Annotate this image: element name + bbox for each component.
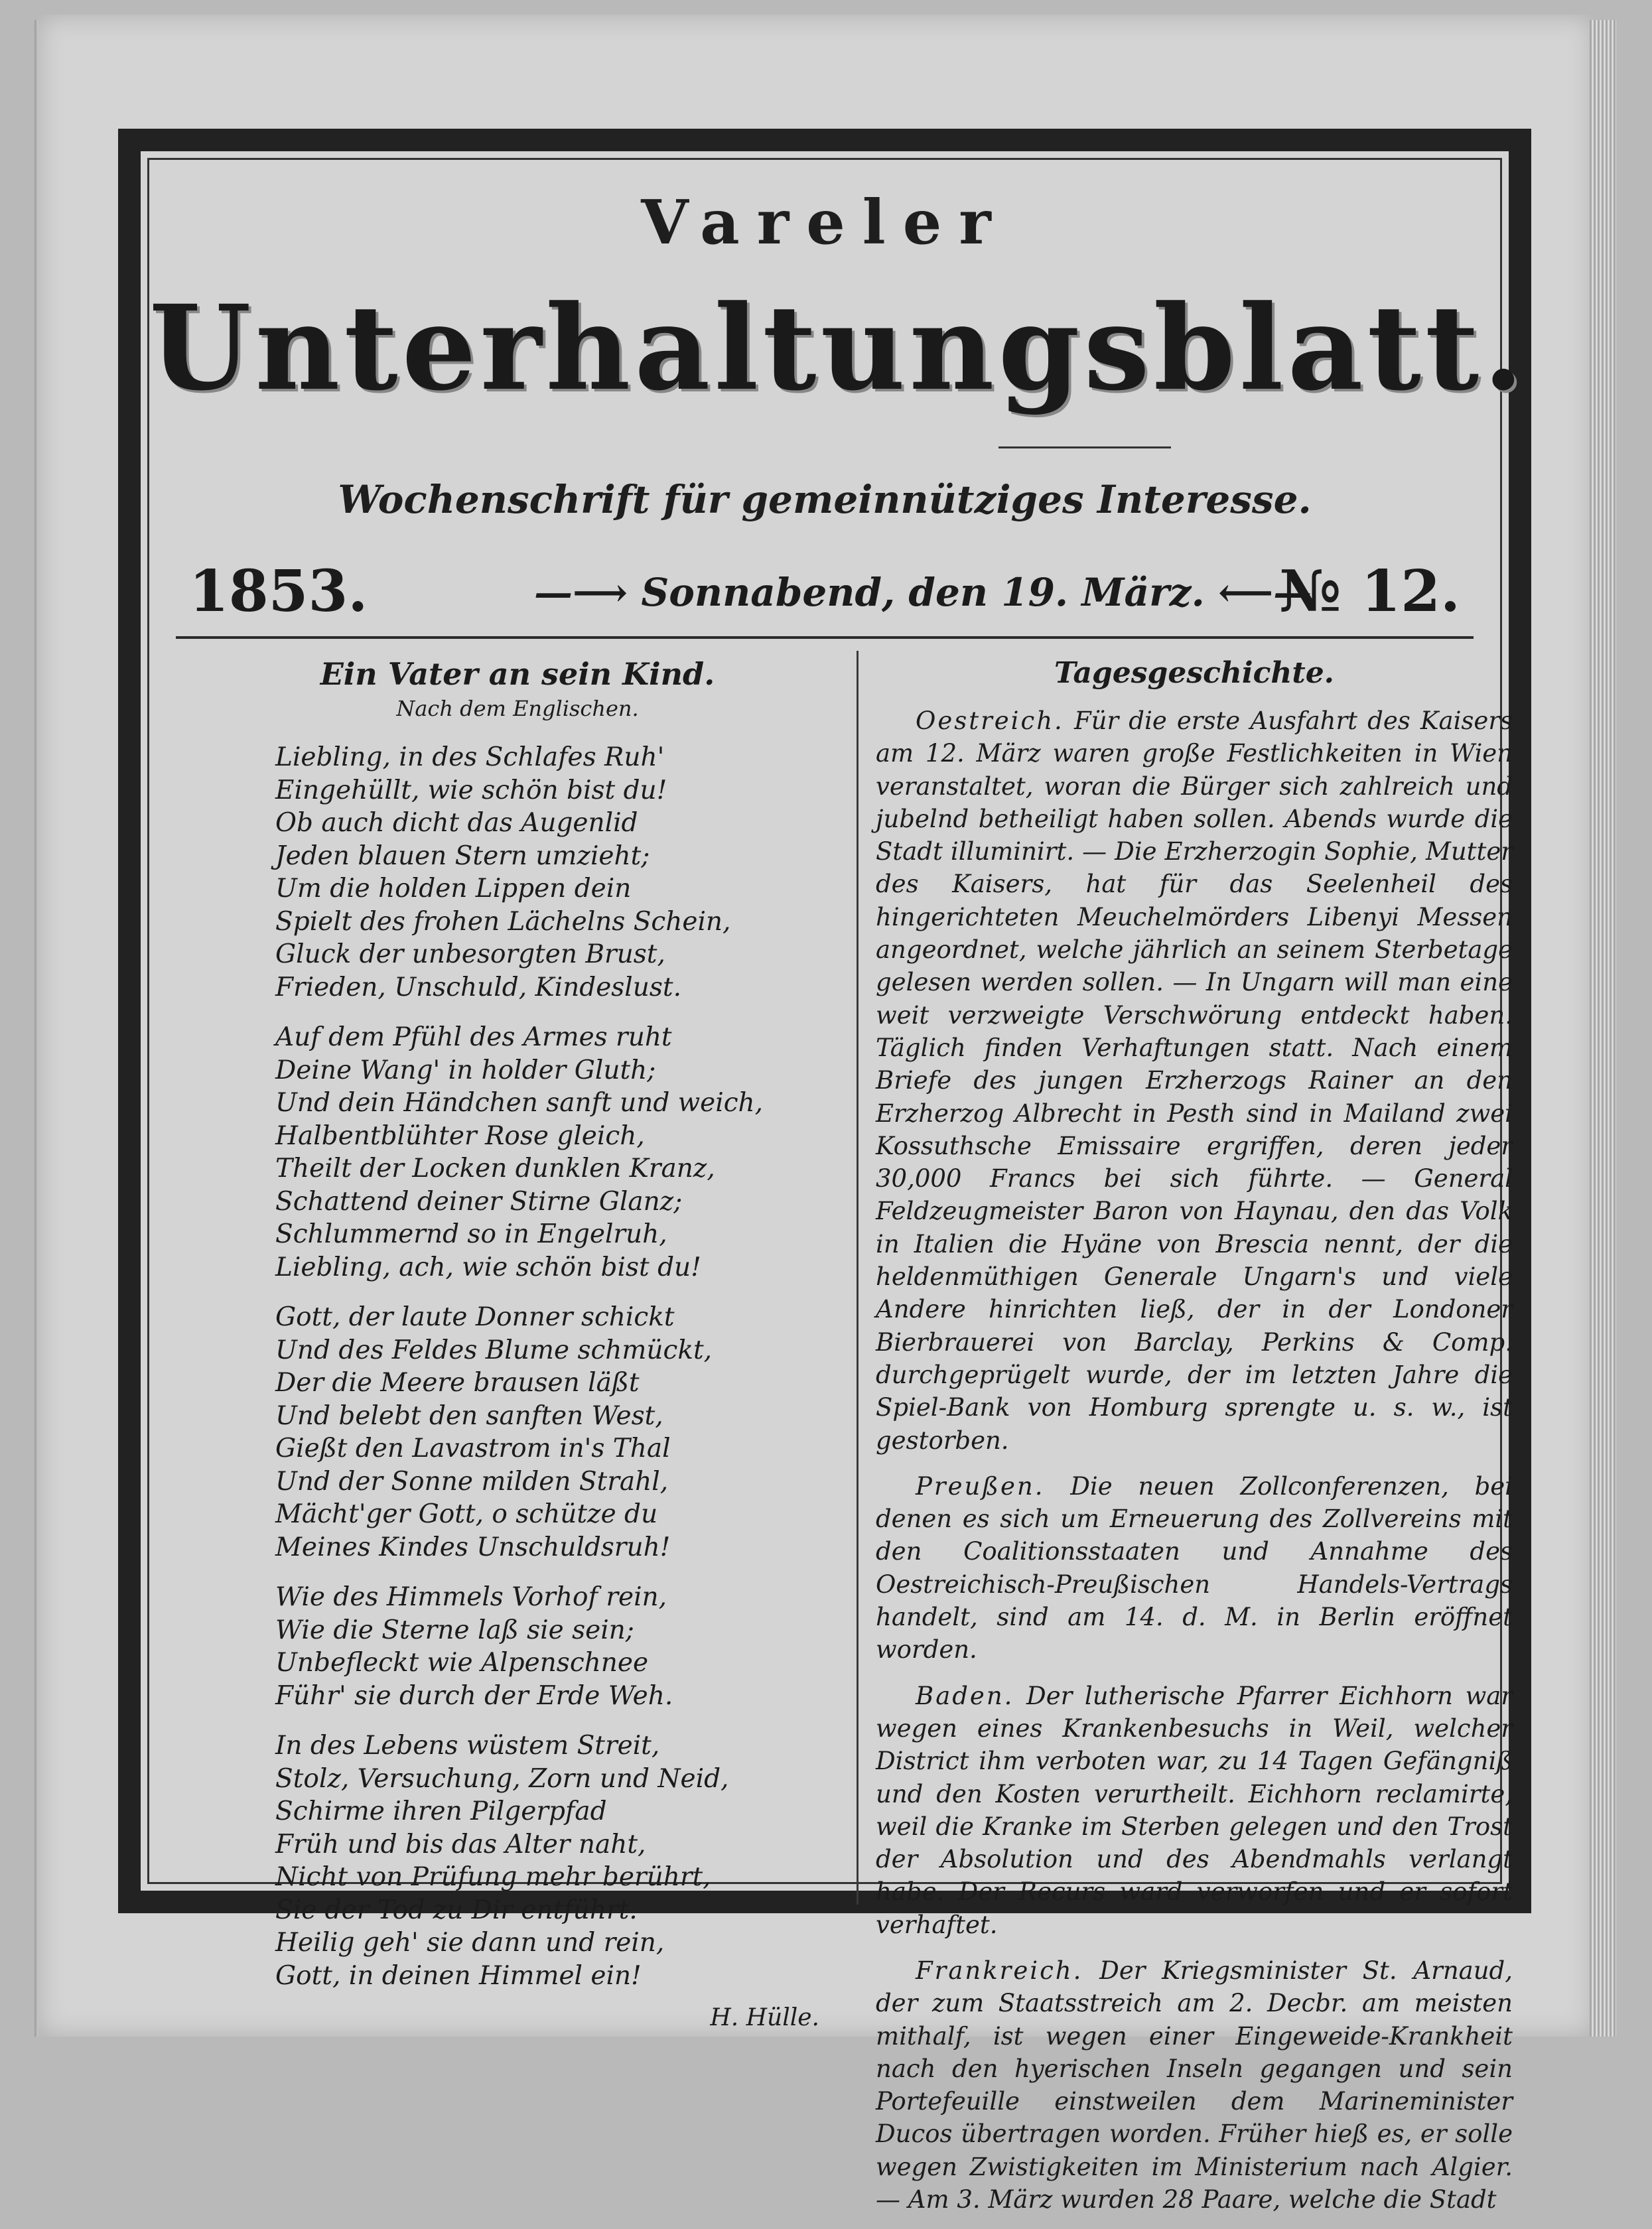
poem-stanza [275, 1301, 846, 1564]
poem-line: Deine Wang' in holder Gluth; [275, 1055, 656, 1085]
issue-year: 1853. [189, 558, 368, 625]
poem-line: Eingehüllt, wie schön bist du! [275, 775, 667, 805]
poem-line: Meines Kindes Unschuldsruh! [275, 1532, 671, 1562]
poem-column [189, 651, 846, 2031]
poem-line: Frieden, Unschuld, Kindeslust. [275, 972, 681, 1002]
poem-line: Ob auch dicht das Augenlid [275, 808, 638, 838]
news-paragraph-text: Für die erste Ausfahrt des Kaisers am 12. März waren große Festlichkeiten in Wien veranstaltet, woran die Bürger sich zahlreich und jubelnd betheiligt haben sollen. Abends wurde die Stadt illuminirt. — Die Erzherzogin Sophie, Mutter des Kaisers, hat für das Seelenheil des hingerichteten Meuchelmörders Libenyi Messen angeordnet, welche jährlich an seinem Sterbetage gelesen werden sollen. — In Ungarn will man eine weit verzweigte Verschwörung entdeckt haben. Täglich finden Verhaftungen statt. Nach einem Briefe des jungen Erzherzogs Rainer an den Erzherzog Albrecht in Pesth sind in Mailand zwei Kossuthsche Emissaire ergriffen, deren jeder 30,000 Francs bei sich führte. — General Feldzeugmeister Baron von Haynau, den das Volk in Italien die Hyäne von Brescia nennt, der die heldenmüthigen Generale Ungarn's und viele Andere hinrichten ließ, der in der Londoner Bierbrauerei von Barclay, Perkins & Comp. durchgeprügelt wurde, der im letzten Jahre die Spiel-Bank von Homburg sprengte u. s. w., ist gestorben. [876, 707, 1513, 1455]
poem-line: Jeden blauen Stern umzieht; [275, 841, 650, 871]
newspaper-page [38, 15, 1594, 2214]
header-rule [176, 636, 1474, 639]
poem-line: Unbefleckt wie Alpenschnee [275, 1648, 649, 1678]
poem-line: Wie die Sterne laß sie sein; [275, 1615, 634, 1645]
news-column [876, 651, 1513, 2229]
poem-line: Nicht von Prüfung mehr berührt, [275, 1862, 711, 1892]
poem-line: Liebling, ach, wie schön bist du! [275, 1252, 701, 1282]
poem-line: Schirme ihren Pilgerpfad [275, 1796, 607, 1826]
poem-line: Um die holden Lippen dein [275, 874, 632, 904]
news-section-title: Tagesgeschichte. [1054, 656, 1335, 690]
news-paragraph [876, 1470, 1513, 1666]
poem-line: Gießt den Lavastrom in's Thal [275, 1434, 671, 1463]
masthead-place: Vareler [641, 186, 1008, 258]
news-region-lead: Baden. [916, 1681, 1014, 1710]
poem-line: Stolz, Versuchung, Zorn und Neid, [275, 1763, 729, 1794]
news-paragraph [876, 1954, 1513, 2216]
poem-line: Liebling, in des Schlafes Ruh' [275, 742, 665, 772]
poem-title: Ein Vater an sein Kind. [320, 656, 715, 692]
news-paragraph-text: Der Kriegsminister St. Arnaud, der zum Staatsstreich am 2. Decbr. am meisten mithalf, ist wegen einer Eingeweide-Krankheit nach den hyerischen Inseln gegangen und sein Portefeuille einstweilen dem Marineminister Ducos übertragen worden. Früher hieß es, er solle wegen Zwistigkeiten im Ministerium nach Algier. — Am 3. März wurden 28 Paare, welche die Stadt [876, 1956, 1513, 2214]
page-border-frame [118, 129, 1531, 2214]
masthead-subtitle: Wochenschrift für gemeinnütziges Interesse. [338, 477, 1312, 522]
poem-line: Gluck der unbesorgten Brust, [275, 939, 665, 969]
inner-frame [147, 158, 1528, 2214]
news-paragraph [876, 1680, 1513, 1941]
poem-line: Früh und bis das Alter naht, [275, 1829, 646, 1859]
poem-line: Der die Meere brausen läßt [275, 1368, 640, 1398]
news-region-lead: Oestreich. [916, 707, 1064, 735]
poem-line: Schattend deiner Stirne Glanz; [275, 1186, 683, 1217]
poem-line: Heilig geh' sie dann und rein, [275, 1928, 665, 1958]
column-rule [857, 651, 859, 1905]
poem-line: In des Lebens wüstem Streit, [275, 1731, 660, 1761]
poem-line: Theilt der Locken dunklen Kranz, [275, 1154, 715, 1183]
stacked-pages-edge [1590, 20, 1616, 2037]
poem-line: Wie des Himmels Vorhof rein, [275, 1582, 667, 1612]
poem-line: Und der Sonne milden Strahl, [275, 1466, 669, 1497]
poem-line: Gott, in deinen Himmel ein! [275, 1960, 642, 1991]
poem-line: Und belebt den sanften West, [275, 1400, 663, 1431]
poem-subtitle: Nach dem Englischen. [396, 696, 639, 721]
dateline [189, 558, 1460, 638]
poem-body [189, 741, 846, 1992]
poem-line: Und dein Händchen sanft und weich, [275, 1088, 764, 1118]
poem-line: Auf dem Pfühl des Armes ruht [275, 1022, 672, 1052]
news-body [876, 705, 1513, 2216]
poem-stanza [275, 741, 846, 1004]
poem-line: Mächt'ger Gott, o schütze du [275, 1499, 658, 1529]
issue-number: № 12. [1278, 558, 1460, 625]
poem-stanza [275, 1581, 846, 1712]
poem-line: Gott, der laute Donner schickt [275, 1302, 675, 1332]
poem-line: Schlummernd so in Engelruh, [275, 1219, 667, 1249]
poem-stanza [275, 1021, 846, 1284]
poem-line: Spielt des frohen Lächelns Schein, [275, 906, 731, 937]
poem-line: Und des Feldes Blume schmückt, [275, 1335, 713, 1365]
masthead-title: Unterhaltungsblatt. [149, 279, 1528, 417]
poem-author: H. Hülle. [710, 2004, 819, 2031]
news-paragraph-text: Die neuen Zollconferenzen, bei denen es sich um Erneuerung des Zollvereins mit den Coalitionsstaaten und Annahme des Oestreichisch-Preußischen Handels-Vertrags handelt, sind am 14. d. M. in Berlin eröffnet worden. [876, 1471, 1513, 1664]
poem-stanza [275, 1729, 846, 1992]
masthead-rule [998, 446, 1171, 448]
news-paragraph [876, 705, 1513, 1457]
issue-date: —⟶ Sonnabend, den 19. März. ⟵— [534, 570, 1312, 615]
news-region-lead: Preußen. [916, 1471, 1045, 1501]
poem-line: Führ' sie durch der Erde Weh. [275, 1680, 673, 1711]
poem-line: Sie der Tod zu Dir entführt. [275, 1895, 638, 1925]
news-paragraph-text: Der lutherische Pfarrer Eichhorn war wegen eines Krankenbesuchs in Weil, welcher District ihm verboten war, zu 14 Tagen Gefängniß und den Kosten verurtheilt. Eichhorn reclamirte, weil die Kranke im Sterben gelegen und den Trost der Absolution und des Abendmahls verlangt habe. Der Recurs ward verworfen und er sofort verhaftet. [876, 1681, 1513, 1939]
poem-line: Halbentblühter Rose gleich, [275, 1120, 645, 1151]
news-region-lead: Frankreich. [916, 1956, 1083, 1985]
